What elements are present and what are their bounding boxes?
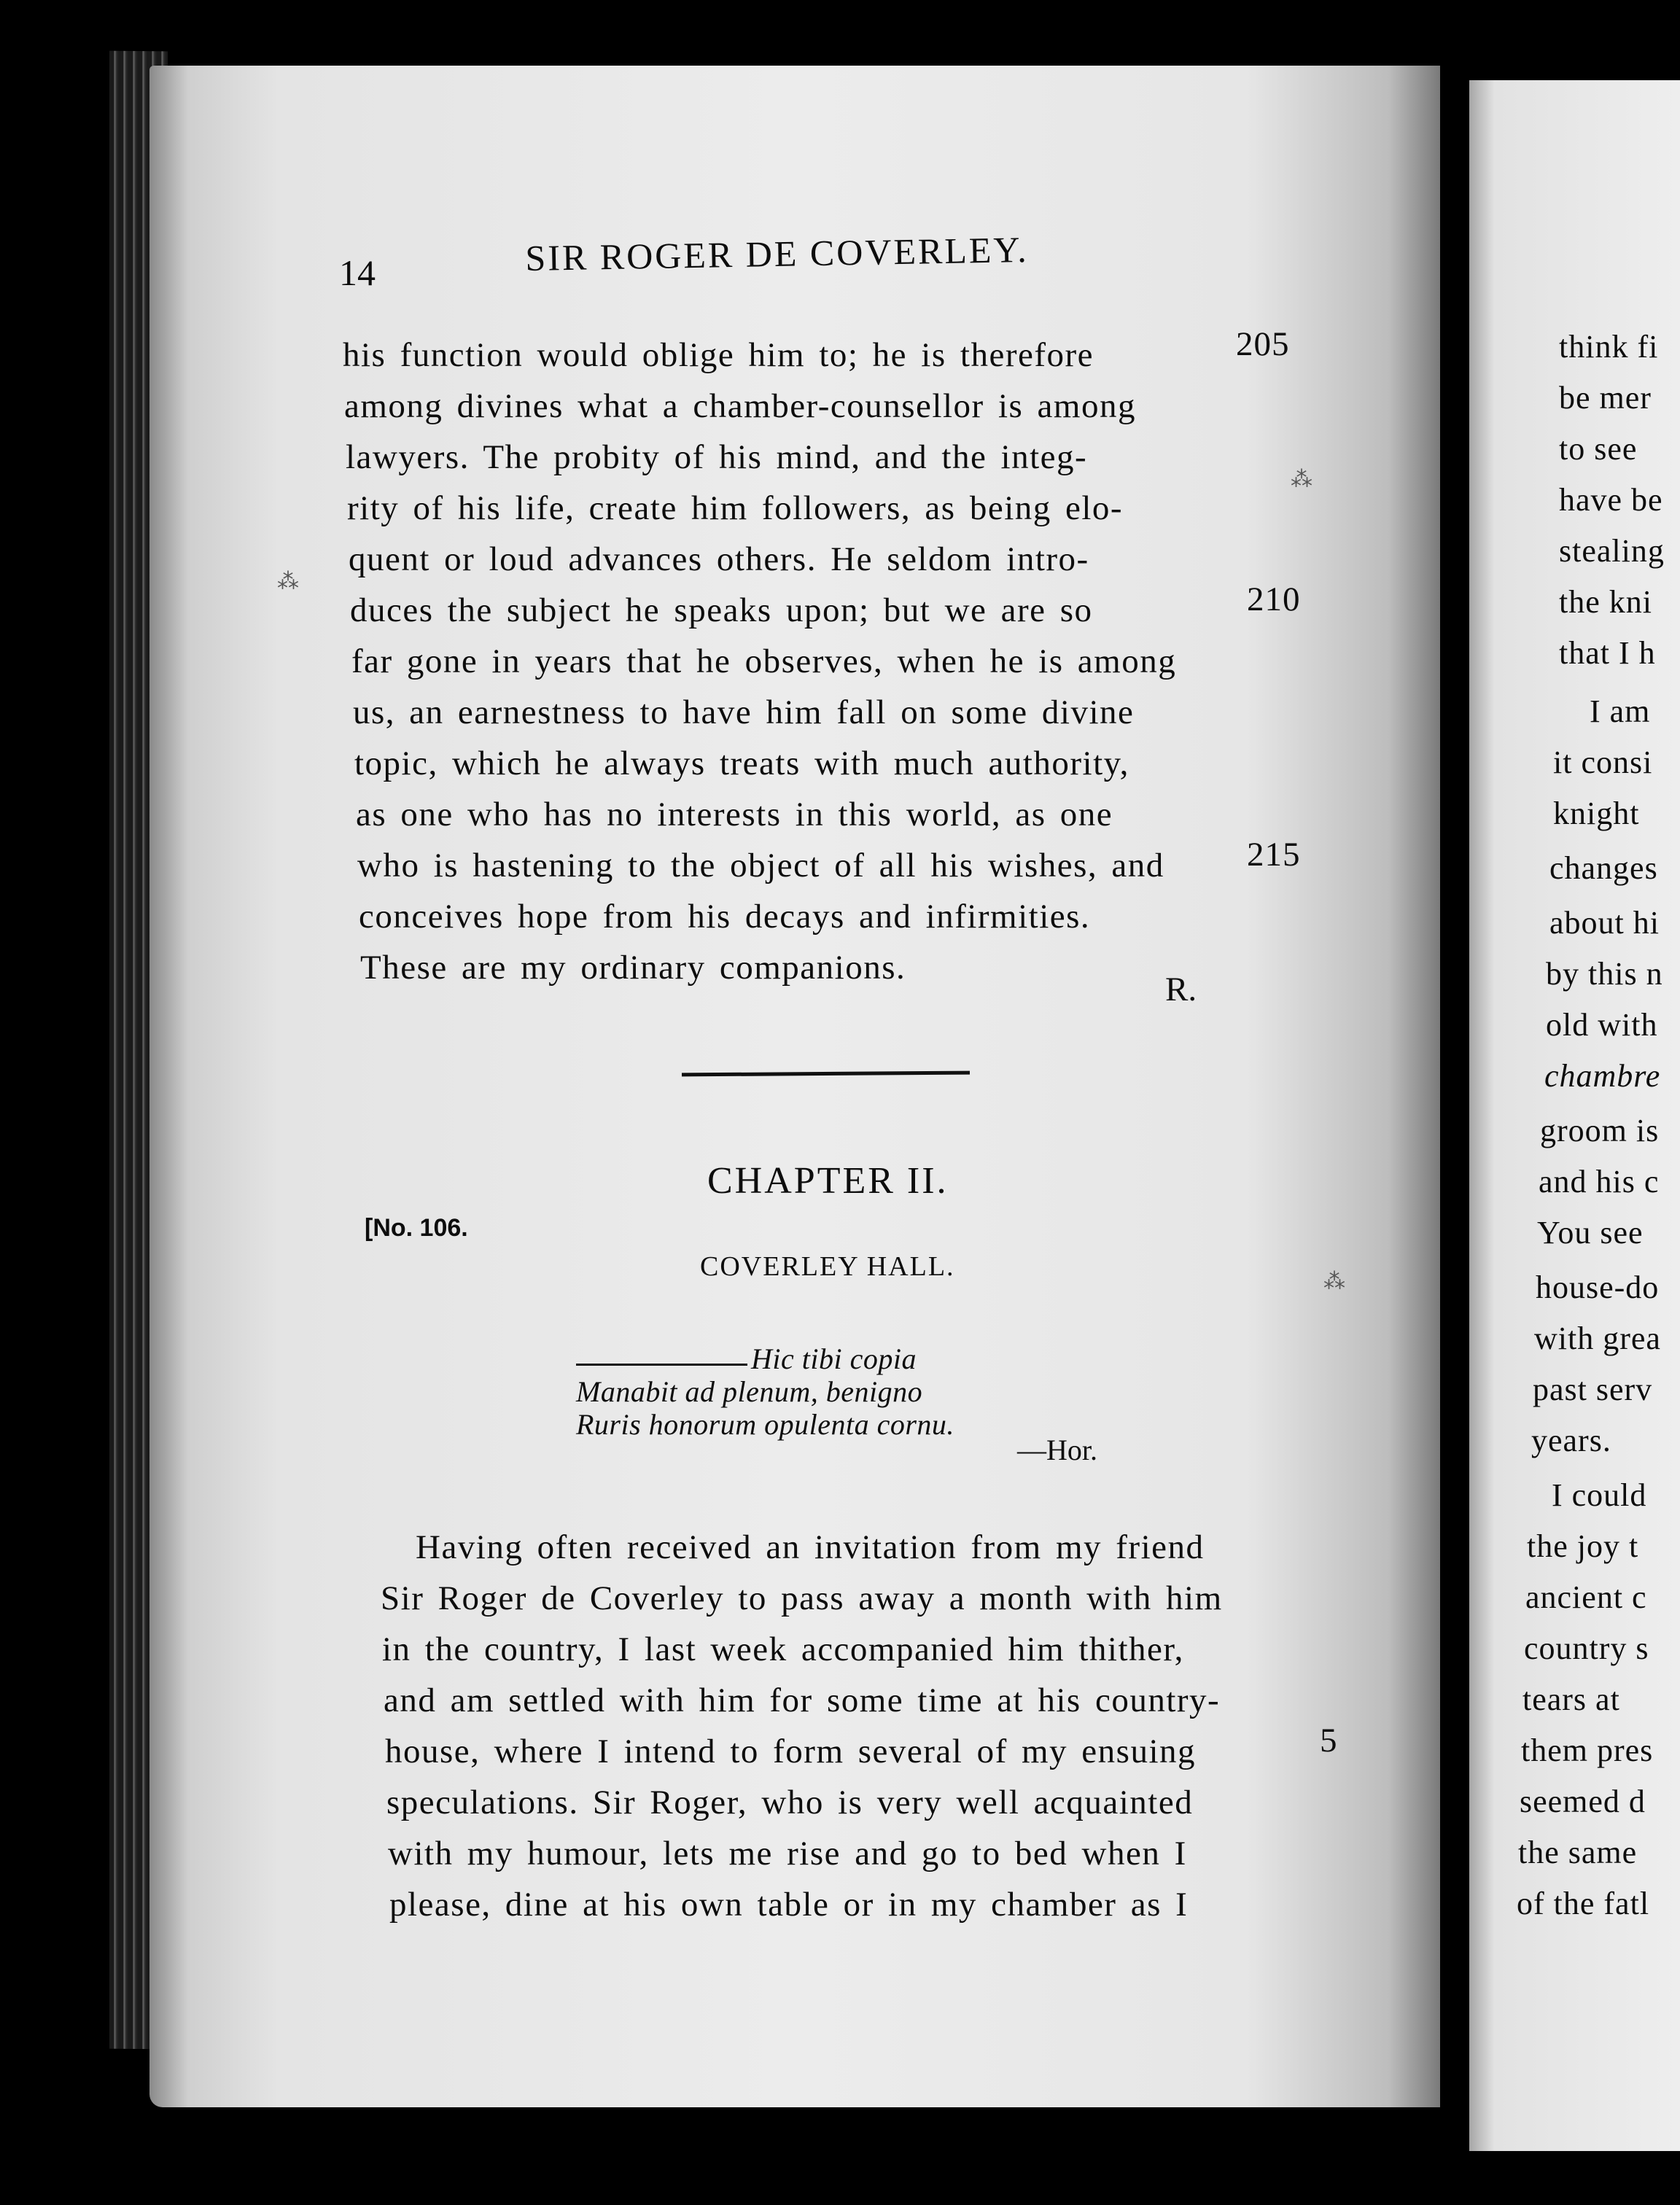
right-page-line: groom is [1540, 1113, 1660, 1148]
paragraph-line: us, an earnestness to have him fall on some divine [353, 693, 1135, 731]
paragraph-line: lawyers. The probity of his mind, and the integ- [346, 438, 1088, 476]
right-page-line: stealing [1559, 533, 1665, 569]
right-page-line: the same [1518, 1835, 1638, 1870]
paragraph-line: rity of his life, create him followers, as being elo- [347, 489, 1124, 527]
right-page-line: it consi [1553, 744, 1653, 780]
right-page-line: house-do [1536, 1269, 1660, 1305]
right-page-line: seemed d [1520, 1784, 1646, 1819]
right-page-line: old with [1546, 1007, 1658, 1043]
paragraph-line: quent or loud advances others. He seldom intro- [349, 540, 1089, 578]
chapter-line: please, dine at his own table or in my chamber as I [389, 1886, 1189, 1924]
paragraph-line: conceives hope from his decays and infirmities. [359, 898, 1091, 936]
right-page-line: years. [1531, 1423, 1611, 1458]
paragraph-line: his function would oblige him to; he is therefore [343, 336, 1094, 374]
scan-speck: ⁂ [277, 569, 299, 594]
right-page-line: by this n [1546, 956, 1663, 992]
epigraph-attribution: —Hor. [1017, 1434, 1097, 1466]
line-number: 210 [1247, 580, 1301, 618]
right-page-line: country s [1524, 1630, 1649, 1666]
section-title: COVERLEY HALL. [700, 1251, 955, 1282]
chapter-line: and am settled with him for some time at his country- [384, 1681, 1221, 1719]
right-page-line: changes [1549, 850, 1658, 886]
right-page-line: knight [1553, 796, 1640, 831]
right-page-line: the joy t [1527, 1528, 1639, 1564]
chapter-line: in the country, I last week accompanied him thither, [382, 1630, 1184, 1668]
running-head: SIR ROGER DE COVERLEY. [525, 228, 1030, 279]
right-page-line: I could [1552, 1477, 1647, 1513]
chapter-line: Having often received an invitation from my friend [416, 1528, 1205, 1566]
right-page-line: past serv [1533, 1372, 1653, 1407]
line-number: 215 [1247, 836, 1301, 874]
paragraph-line: duces the subject he speaks upon; but we are so [350, 591, 1093, 629]
right-page-line: about hi [1549, 905, 1660, 941]
paragraph-line: as one who has no interests in this world, as one [356, 796, 1113, 833]
line-number: 5 [1320, 1722, 1338, 1759]
paragraph-line: among divines what a chamber-counsellor is among [344, 387, 1136, 425]
page-number: 14 [339, 252, 376, 293]
epigraph-line: Hic tibi copia [751, 1342, 917, 1375]
chapter-line: Sir Roger de Coverley to pass away a month with him [381, 1579, 1223, 1617]
paragraph-line: topic, which he always treats with much authority, [354, 744, 1129, 782]
right-page-line: to see [1559, 431, 1638, 467]
right-page-line: I am [1590, 693, 1651, 729]
right-page-line: chambre [1544, 1058, 1661, 1094]
scan-speck: ⁂ [1291, 467, 1312, 492]
scan-speck: ⁂ [1323, 1269, 1345, 1294]
epigraph-line: Ruris honorum opulenta cornu. [576, 1408, 954, 1441]
paragraph-line: far gone in years that he observes, when he is among [351, 642, 1177, 680]
right-page-line: ancient c [1525, 1579, 1647, 1615]
right-page-line: that I h [1559, 635, 1656, 671]
right-page-line: them pres [1521, 1732, 1654, 1768]
right-page-line: think fi [1559, 329, 1659, 365]
right-page-line: tears at [1522, 1681, 1620, 1717]
right-page-line: be mer [1559, 380, 1652, 416]
epigraph-line: Manabit ad plenum, benigno [576, 1375, 923, 1408]
chapter-line: with my humour, lets me rise and go to bed when I [388, 1835, 1187, 1872]
right-page-line: with grea [1534, 1321, 1661, 1356]
chapter-heading: CHAPTER II. [707, 1160, 949, 1202]
paragraph-line: who is hastening to the object of all his wishes, and [357, 847, 1164, 884]
book-gutter [1440, 51, 1469, 2151]
paragraph-line: These are my ordinary companions. [360, 949, 906, 987]
right-page-line: of the fatl [1517, 1886, 1650, 1921]
right-page-line: the kni [1559, 584, 1652, 620]
chapter-line: speculations. Sir Roger, who is very well acquainted [386, 1784, 1194, 1821]
signature: R. [1165, 971, 1197, 1008]
chapter-line: house, where I intend to form several of my ensuing [385, 1732, 1197, 1770]
right-page-line: You see [1537, 1215, 1644, 1251]
right-page-line: have be [1559, 482, 1663, 518]
epigraph-rule [576, 1364, 747, 1366]
line-number: 205 [1236, 325, 1290, 363]
right-page-line: and his c [1539, 1164, 1660, 1199]
issue-number: [No. 106. [365, 1214, 468, 1242]
